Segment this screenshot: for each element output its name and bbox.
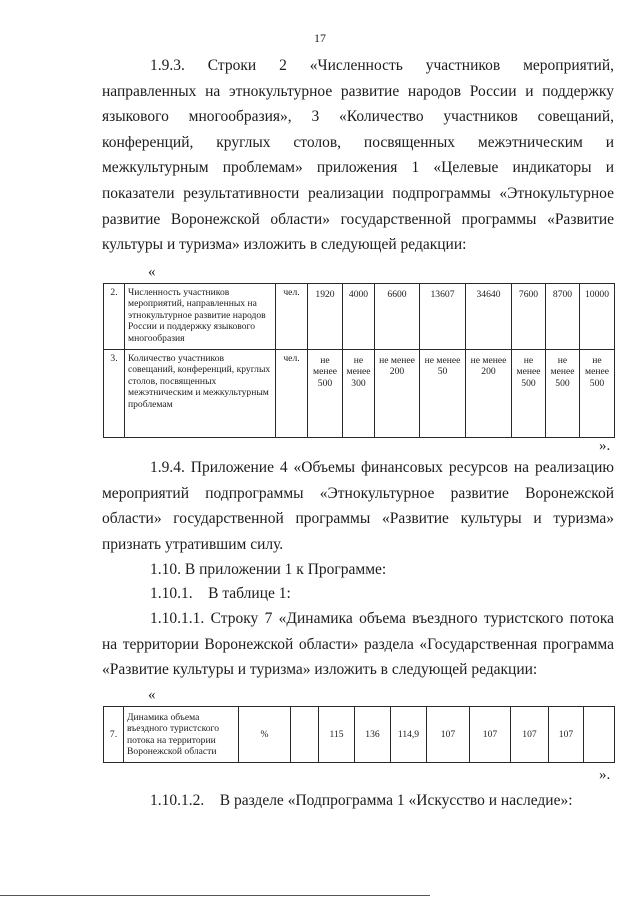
bottom-rule: [0, 895, 430, 896]
value-cell: 34640: [466, 284, 512, 350]
paragraph-1-10-1-2: 1.10.1.2. В разделе «Подпрограмма 1 «Искусство и наследие»:: [150, 792, 573, 809]
value-cell: 107: [470, 707, 511, 763]
value-cell: 107: [511, 707, 549, 763]
value-cell: не менее 200: [375, 350, 420, 438]
value-cell: не менее 500: [546, 350, 580, 438]
indicator-name: Динамика объема въездного туристского потока на территории Воронежской области: [124, 707, 239, 763]
value-cell: 10000: [580, 284, 615, 350]
empty-cell: [584, 707, 615, 763]
paragraph-1-9-3: 1.9.3. Строки 2 «Численность участников мероприятий, направленных на этнокультурное развитие народов России и поддержку языкового многообразия», 3 «Количество участников совещаний, конференций, круглых столов, посвященных межэтническим и межкультурным проблемам» приложения 1 «Целевые индикаторы и показатели результативности реализации подпрограммы «Этнокультурное развитие Воронежской области» государственной программы «Развитие культуры и туризма» изложить в следующей редакции:: [102, 57, 614, 254]
open-quote-1: «: [148, 264, 156, 280]
unit-cell: чел.: [276, 284, 308, 350]
value-cell: не менее 500: [308, 350, 343, 438]
value-cell: 8700: [546, 284, 580, 350]
value-cell: 107: [549, 707, 584, 763]
paragraph-1-10: 1.10. В приложении 1 к Программе:: [150, 561, 387, 578]
unit-cell: чел.: [276, 350, 308, 438]
value-cell: 6600: [375, 284, 420, 350]
indicator-name: Численность участников мероприятий, направленных на этнокультурное развитие народов России и поддержку языкового многообразия: [125, 284, 276, 350]
value-cell: не менее 500: [580, 350, 615, 438]
paragraph-1-10-1-1: 1.10.1.1. Строку 7 «Динамика объема въездного туристского потока на территории Воронежской области» раздела «Государственная программа «Развитие культуры и туризма» изложить в следующей редакции:: [102, 610, 614, 679]
value-cell: 13607: [420, 284, 466, 350]
indicator-name: Количество участников совещаний, конференций, круглых столов, посвященных межэтническим и межкультурным проблемам: [125, 350, 276, 438]
value-cell: 4000: [343, 284, 375, 350]
value-cell: не менее 200: [466, 350, 512, 438]
close-quote-2: ».: [599, 767, 611, 783]
value-cell: 114,9: [391, 707, 427, 763]
unit-cell: %: [239, 707, 291, 763]
value-cell: 115: [319, 707, 355, 763]
page-number: 17: [314, 31, 326, 45]
row-number: 3.: [104, 350, 125, 438]
row-number: 7.: [104, 707, 124, 763]
table-row: [104, 284, 615, 350]
value-cell: не менее 300: [343, 350, 375, 438]
table-row: [104, 350, 615, 438]
open-quote-2: «: [148, 687, 156, 703]
row-number: 2.: [104, 284, 125, 350]
paragraph-1-10-1: 1.10.1. В таблице 1:: [150, 585, 291, 602]
paragraph-1-9-4: 1.9.4. Приложение 4 «Объемы финансовых ресурсов на реализацию мероприятий подпрограммы «Этнокультурное развитие Воронежской области» государственной программы «Развитие культуры и туризма» признать утратившим силу.: [102, 459, 614, 553]
value-cell: 7600: [512, 284, 546, 350]
value-cell: 107: [427, 707, 470, 763]
value-cell: 136: [355, 707, 391, 763]
tourism-table: [103, 706, 615, 763]
close-quote-1: ».: [599, 438, 611, 454]
table-row: [104, 707, 615, 763]
value-cell: не менее 500: [512, 350, 546, 438]
value-cell: 1920: [308, 284, 343, 350]
value-cell: не менее 50: [420, 350, 466, 438]
indicators-table: [103, 283, 615, 438]
empty-cell: [291, 707, 319, 763]
